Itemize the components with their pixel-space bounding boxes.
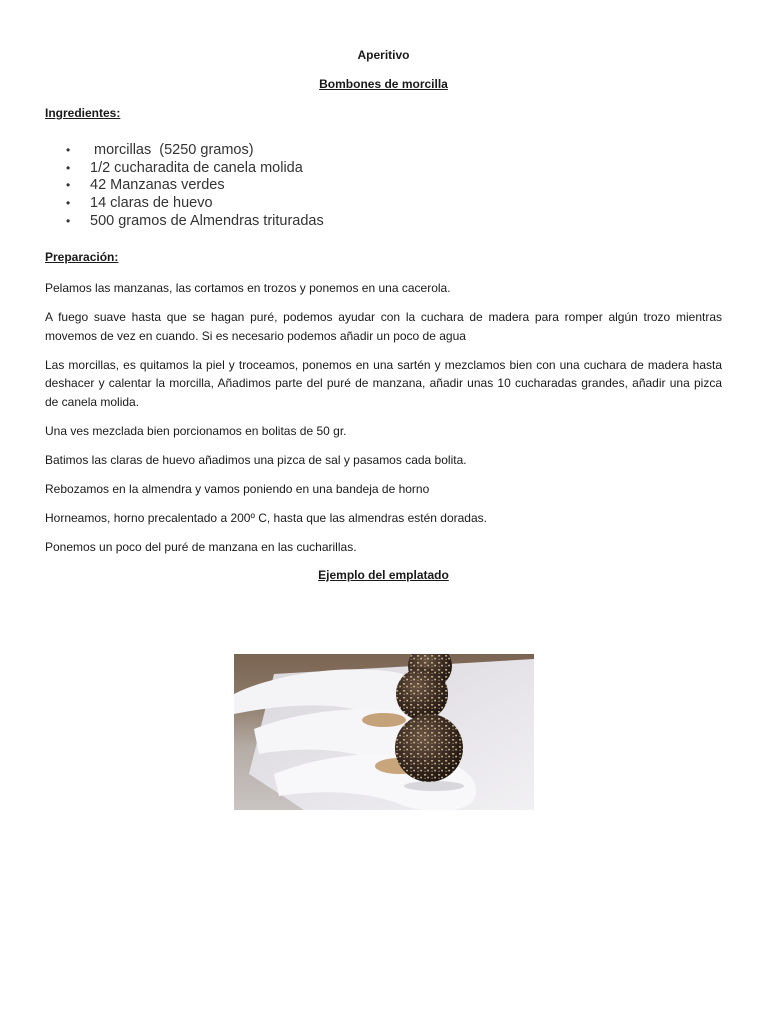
ingredient-text: 14 claras de huevo [90,195,213,212]
plating-example-heading: Ejemplo del emplatado [318,568,449,582]
preparation-step: Las morcillas, es quitamos la piel y troceamos, ponemos en una sartén y mezclamos bien con una cuchara de madera hasta deshacer y calentar la morcilla, Añadimos parte del puré de manzana, añadir unas 10 cucharadas grandes, añadir una pizca de canela molida. [45,357,722,409]
preparation-step: A fuego suave hasta que se hagan puré, podemos ayudar con la cuchara de madera para romper algún trozo mientras movemos de vez en cuando. Si es necesario podemos añadir un poco de agua [45,310,722,343]
plated-bonbons-illustration [234,654,534,810]
ingredients-heading: Ingredientes: [45,106,121,120]
recipe-title: Bombones de morcilla [319,77,448,91]
preparation-steps [45,279,722,567]
list-item [45,160,324,178]
ingredient-text: 1/2 cucharadita de canela molida [90,159,303,176]
bullet-icon: • [66,160,71,175]
bullet-icon: • [66,196,71,211]
document-title: Aperitivo [357,48,410,62]
bullet-icon: • [66,213,71,228]
bullet-icon: • [66,178,71,193]
preparation-step: Horneamos, horno precalentado a 200º C, hasta que las almendras estén doradas. [45,510,487,525]
ingredients-list [45,142,324,231]
preparation-heading: Preparación: [45,250,119,264]
puree-shape [362,713,406,727]
list-item [45,142,324,160]
ingredient-text: morcillas (5250 gramos) [90,142,254,158]
preparation-step: Pelamos las manzanas, las cortamos en trozos y ponemos en una cacerola. [45,281,451,295]
list-item [45,177,324,195]
preparation-step: Rebozamos en la almendra y vamos poniendo en una bandeja de horno [45,481,430,496]
preparation-step: Una ves mezclada bien porcionamos en bolitas de 50 gr. [45,423,347,438]
bullet-icon: • [66,143,71,157]
bonbon-coating [396,668,448,720]
ingredient-text: 42 Manzanas verdes [90,177,225,194]
list-item [45,195,324,213]
preparation-step: Ponemos un poco del puré de manzana en las cucharillas. [45,539,357,554]
shadow-shape [404,781,464,791]
preparation-step: Batimos las claras de huevo añadimos una pizca de sal y pasamos cada bolita. [45,452,467,467]
list-item [45,213,324,231]
bonbon-coating [395,714,463,782]
ingredient-text: 500 gramos de Almendras trituradas [90,212,324,229]
plated-bonbons-photo [234,654,534,810]
